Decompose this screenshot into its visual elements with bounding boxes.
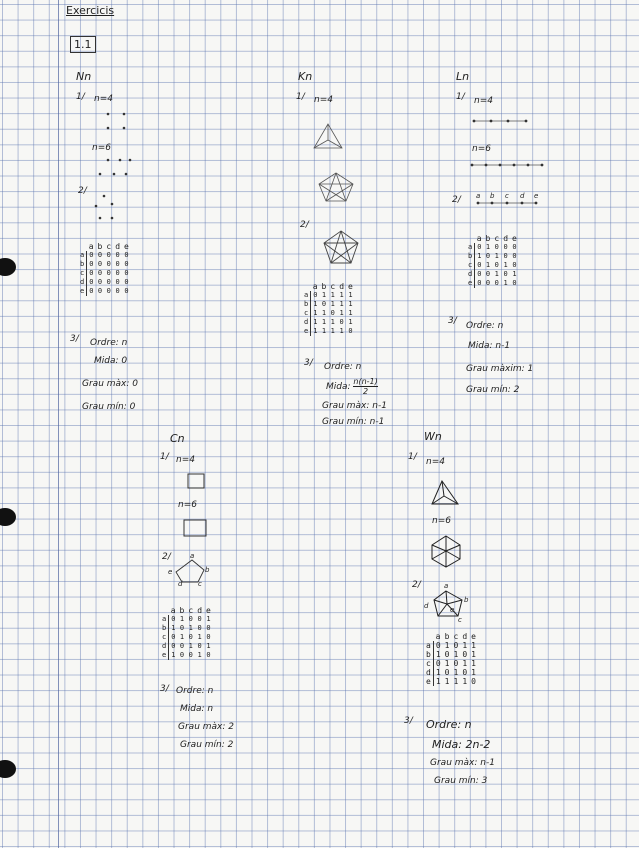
matrix-cell: 1 [339, 309, 344, 317]
ln-adjacency-matrix [466, 234, 519, 288]
matrix-cell: 0 [188, 651, 193, 659]
wn-vertex-label: e [450, 606, 455, 614]
cn-vertex-label: c [198, 580, 202, 588]
matrix-col-label: d [339, 282, 345, 291]
matrix-cell: 1 [179, 615, 185, 623]
cn-item-3: 3/ [160, 684, 169, 694]
matrix-col-label: c [494, 234, 500, 243]
matrix-cell: 1 [330, 291, 335, 299]
matrix-cell: 1 [339, 291, 344, 299]
matrix-col-label: e [206, 606, 211, 615]
matrix-cell: 0 [435, 659, 441, 668]
matrix-cell: 1 [503, 261, 508, 269]
kn-mida-denominator: 2 [363, 387, 369, 396]
matrix-cell: 0 [512, 279, 517, 287]
ln-ordre: Ordre: n [466, 321, 504, 331]
matrix-cell: 1 [188, 642, 193, 650]
matrix-cell: 1 [321, 291, 327, 299]
matrix-cell: 0 [512, 252, 517, 260]
matrix-cell: 1 [313, 300, 318, 308]
matrix-row-label: d [466, 270, 475, 279]
matrix-cell: 0 [503, 270, 508, 278]
matrix-col-label: e [348, 282, 353, 291]
matrix-row-label: a [466, 243, 475, 252]
nn-graph-n4 [104, 110, 134, 134]
matrix-cell: 0 [313, 291, 318, 299]
matrix-col-label: c [330, 282, 336, 291]
matrix-col-label: d [115, 242, 121, 251]
matrix-col-label: c [188, 606, 194, 615]
binder-hole [0, 508, 16, 526]
nn-label-n4: n=4 [94, 94, 113, 104]
kn-mida-fraction [353, 377, 377, 396]
cn-mida: Mida: n [180, 704, 214, 714]
ln-chain-label: b [490, 192, 495, 200]
nn-adjacency-matrix [78, 242, 131, 296]
matrix-cell: 0 [435, 641, 441, 650]
cn-vertex-label: a [190, 552, 195, 560]
wn-grau-max: Grau màx: n-1 [430, 758, 495, 768]
matrix-cell: 1 [494, 270, 499, 278]
ln-item-2: 2/ [452, 195, 461, 205]
section-title-kn: Kn [298, 70, 313, 83]
matrix-cell: 0 [106, 251, 111, 259]
kn-item-3: 3/ [304, 358, 313, 368]
matrix-cell: 1 [471, 668, 476, 677]
matrix-cell: 1 [188, 624, 193, 632]
wn-label-n4: n=4 [426, 457, 445, 467]
matrix-cell: 1 [471, 659, 476, 668]
matrix-col-label: b [444, 632, 450, 641]
matrix-col-label: a [170, 606, 176, 615]
matrix-col-label: a [435, 632, 441, 641]
section-title-wn: Wn [424, 430, 442, 443]
matrix-cell: 0 [106, 278, 111, 286]
cn-label-n4: n=4 [176, 455, 195, 465]
nn-graph-n6 [96, 156, 136, 178]
matrix-cell: 0 [171, 615, 176, 623]
matrix-cell: 0 [179, 642, 185, 650]
matrix-cell: 1 [453, 677, 459, 686]
ln-graph-n4 [470, 116, 532, 126]
cn-label-n6: n=6 [178, 500, 197, 510]
wn-mida: Mida: 2n-2 [432, 738, 491, 751]
matrix-row-label: e [302, 327, 311, 336]
cn-item-1: 1/ [160, 452, 169, 462]
matrix-cell: 1 [313, 309, 318, 317]
matrix-cell: 0 [106, 269, 111, 277]
wn-graph-w6 [428, 533, 464, 571]
cn-graph-n4 [184, 470, 208, 492]
matrix-cell: 1 [435, 668, 441, 677]
nn-item-2: 2/ [78, 186, 87, 196]
matrix-col-label: b [97, 242, 103, 251]
nn-mida: Mida: 0 [94, 356, 128, 366]
cn-vertex-label: e [168, 568, 173, 576]
binder-hole [0, 258, 16, 276]
kn-graph-k5 [316, 170, 356, 204]
matrix-row-label: b [424, 650, 433, 659]
matrix-cell: 1 [444, 677, 450, 686]
wn-graph-labeled [430, 588, 468, 622]
wn-vertex-label: b [464, 596, 469, 604]
matrix-row-label: b [78, 260, 87, 269]
ln-chain-label: a [476, 192, 481, 200]
wn-item-1: 1/ [408, 452, 417, 462]
matrix-cell: 1 [503, 279, 508, 287]
matrix-row-label: a [424, 641, 433, 650]
matrix-cell: 0 [321, 300, 327, 308]
matrix-cell: 1 [330, 300, 335, 308]
kn-graph-labeled [320, 228, 362, 268]
kn-mida-label: Mida: [326, 382, 351, 392]
nn-graph-labeled [92, 192, 122, 222]
matrix-cell: 0 [485, 252, 491, 260]
cn-graph-n6 [180, 516, 210, 540]
matrix-cell: 0 [485, 279, 491, 287]
cn-grau-min: Grau mín: 2 [180, 740, 234, 750]
page-title: Exercicis [66, 4, 115, 17]
matrix-cell: 0 [106, 287, 111, 295]
matrix-cell: 1 [206, 615, 211, 623]
wn-vertex-label: a [444, 582, 449, 590]
matrix-cell: 0 [89, 260, 94, 268]
matrix-cell: 0 [124, 260, 129, 268]
margin-line [58, 0, 59, 848]
matrix-cell: 0 [512, 261, 517, 269]
matrix-cell: 1 [330, 318, 335, 326]
kn-mida [326, 377, 378, 396]
matrix-cell: 0 [444, 650, 450, 659]
kn-ordre: Ordre: n [324, 362, 362, 372]
matrix-cell: 1 [339, 327, 344, 335]
matrix-row-label: e [424, 677, 433, 686]
ln-chain-label: d [520, 192, 525, 200]
matrix-row-label: c [160, 633, 169, 642]
matrix-cell: 1 [453, 668, 459, 677]
matrix-cell: 0 [197, 615, 202, 623]
matrix-cell: 0 [453, 641, 459, 650]
matrix-col-label: b [179, 606, 185, 615]
matrix-cell: 1 [444, 641, 450, 650]
matrix-cell: 0 [97, 269, 103, 277]
matrix-col-label: c [106, 242, 112, 251]
matrix-cell: 0 [89, 278, 94, 286]
matrix-row-label: d [160, 642, 169, 651]
matrix-col-label: e [512, 234, 517, 243]
matrix-cell: 1 [444, 659, 450, 668]
matrix-row-label: b [160, 624, 169, 633]
matrix-cell: 0 [471, 677, 476, 686]
ln-graph-n6 [468, 160, 548, 170]
exercise-number: 1.1 [70, 36, 96, 53]
kn-label-n4: n=4 [314, 95, 333, 105]
ln-chain-label: c [505, 192, 509, 200]
matrix-cell: 0 [206, 633, 211, 641]
nn-item-3: 3/ [70, 334, 79, 344]
cn-vertex-label: d [178, 580, 183, 588]
wn-item-2: 2/ [412, 580, 421, 590]
matrix-col-label: c [453, 632, 459, 641]
nn-label-n6: n=6 [92, 143, 111, 153]
matrix-cell: 0 [115, 251, 120, 259]
matrix-cell: 1 [348, 291, 353, 299]
matrix-cell: 0 [494, 243, 499, 251]
matrix-cell: 0 [124, 269, 129, 277]
matrix-cell: 0 [197, 624, 202, 632]
matrix-cell: 1 [179, 633, 185, 641]
matrix-cell: 0 [115, 287, 120, 295]
matrix-cell: 1 [471, 650, 476, 659]
matrix-cell: 0 [462, 668, 468, 677]
matrix-cell: 0 [477, 261, 482, 269]
matrix-row-label: c [424, 659, 433, 668]
matrix-cell: 1 [485, 261, 491, 269]
matrix-cell: 0 [171, 642, 176, 650]
matrix-row-label: a [160, 615, 169, 624]
ln-grau-min: Grau mín: 2 [466, 385, 520, 395]
matrix-cell: 1 [330, 327, 335, 335]
matrix-cell: 0 [179, 624, 185, 632]
matrix-cell: 1 [321, 318, 327, 326]
matrix-col-label: d [462, 632, 468, 641]
matrix-cell: 0 [503, 252, 508, 260]
matrix-col-label: d [197, 606, 203, 615]
matrix-cell: 0 [453, 659, 459, 668]
matrix-cell: 0 [339, 318, 344, 326]
matrix-cell: 0 [444, 668, 450, 677]
cn-grau-max: Grau màx: 2 [178, 722, 234, 732]
matrix-cell: 0 [115, 278, 120, 286]
matrix-cell: 1 [453, 650, 459, 659]
kn-mida-numerator: n(n-1) [353, 377, 378, 386]
cn-vertex-label: b [205, 566, 210, 574]
matrix-cell: 0 [188, 633, 193, 641]
cn-graph-labeled [170, 556, 210, 588]
matrix-cell: 0 [106, 260, 111, 268]
binder-hole [0, 760, 16, 778]
ln-item-3: 3/ [448, 316, 457, 326]
wn-ordre: Ordre: n [426, 718, 472, 731]
matrix-cell: 0 [477, 243, 482, 251]
matrix-cell: 1 [348, 318, 353, 326]
matrix-cell: 0 [97, 287, 103, 295]
kn-item-1: 1/ [296, 92, 305, 102]
matrix-cell: 1 [313, 318, 318, 326]
ln-item-1: 1/ [456, 92, 465, 102]
matrix-cell: 0 [206, 651, 211, 659]
matrix-cell: 0 [485, 270, 491, 278]
matrix-cell: 0 [197, 642, 202, 650]
wn-adjacency-matrix [424, 632, 478, 686]
matrix-cell: 0 [124, 251, 129, 259]
matrix-cell: 0 [494, 279, 499, 287]
matrix-cell: 0 [348, 327, 353, 335]
matrix-cell: 0 [89, 287, 94, 295]
kn-grau-max: Grau màx: n-1 [322, 401, 387, 411]
matrix-cell: 1 [462, 641, 468, 650]
matrix-cell: 1 [321, 327, 327, 335]
nn-grau-min: Grau mín: 0 [82, 402, 136, 412]
cn-item-2: 2/ [162, 552, 171, 562]
matrix-cell: 0 [97, 251, 103, 259]
matrix-row-label: a [302, 291, 311, 300]
matrix-cell: 1 [477, 252, 482, 260]
nn-ordre: Ordre: n [90, 338, 128, 348]
matrix-cell: 1 [435, 650, 441, 659]
matrix-row-label: b [466, 252, 475, 261]
matrix-cell: 0 [171, 633, 176, 641]
matrix-cell: 1 [348, 309, 353, 317]
matrix-cell: 0 [330, 309, 335, 317]
matrix-cell: 0 [494, 261, 499, 269]
matrix-cell: 0 [462, 650, 468, 659]
ln-grau-max: Grau màxim: 1 [466, 364, 534, 374]
ln-label-n6: n=6 [472, 144, 491, 154]
matrix-row-label: e [78, 287, 87, 296]
matrix-cell: 0 [89, 251, 94, 259]
matrix-row-label: b [302, 300, 311, 309]
matrix-col-label: a [312, 282, 318, 291]
matrix-cell: 0 [97, 278, 103, 286]
matrix-cell: 1 [435, 677, 441, 686]
kn-item-2: 2/ [300, 220, 309, 230]
matrix-cell: 0 [188, 615, 193, 623]
matrix-cell: 1 [494, 252, 499, 260]
nn-grau-max: Grau màx: 0 [82, 379, 138, 389]
matrix-row-label: d [302, 318, 311, 327]
matrix-col-label: e [124, 242, 129, 251]
matrix-col-label: a [476, 234, 482, 243]
matrix-cell: 0 [477, 270, 482, 278]
matrix-cell: 0 [179, 651, 185, 659]
matrix-col-label: b [321, 282, 327, 291]
matrix-row-label: d [78, 278, 87, 287]
matrix-cell: 0 [89, 269, 94, 277]
wn-vertex-label: d [424, 602, 429, 610]
matrix-cell: 1 [462, 677, 468, 686]
matrix-cell: 1 [485, 243, 491, 251]
matrix-cell: 0 [477, 279, 482, 287]
matrix-cell: 1 [197, 651, 202, 659]
matrix-cell: 1 [321, 309, 327, 317]
kn-grau-min: Grau mín: n-1 [322, 417, 385, 427]
wn-label-n6: n=6 [432, 516, 451, 526]
matrix-row-label: e [160, 651, 169, 660]
matrix-col-label: a [88, 242, 94, 251]
matrix-cell: 0 [206, 624, 211, 632]
wn-graph-w4 [428, 478, 462, 508]
matrix-cell: 0 [512, 243, 517, 251]
matrix-col-label: e [471, 632, 476, 641]
matrix-cell: 1 [471, 641, 476, 650]
ln-label-n4: n=4 [474, 96, 493, 106]
matrix-cell: 0 [115, 260, 120, 268]
matrix-cell: 1 [197, 633, 202, 641]
matrix-cell: 1 [206, 642, 211, 650]
matrix-cell: 1 [512, 270, 517, 278]
matrix-cell: 1 [313, 327, 318, 335]
matrix-cell: 0 [97, 260, 103, 268]
matrix-cell: 0 [115, 269, 120, 277]
matrix-cell: 0 [124, 278, 129, 286]
matrix-row-label: c [466, 261, 475, 270]
kn-graph-k4 [310, 120, 346, 162]
matrix-row-label: a [78, 251, 87, 260]
matrix-cell: 1 [339, 300, 344, 308]
matrix-row-label: c [302, 309, 311, 318]
matrix-col-label: b [485, 234, 491, 243]
matrix-row-label: c [78, 269, 87, 278]
matrix-row-label: e [466, 279, 475, 288]
cn-ordre: Ordre: n [176, 686, 214, 696]
kn-adjacency-matrix [302, 282, 355, 336]
section-title-cn: Cn [170, 432, 185, 445]
wn-item-3: 3/ [404, 716, 413, 726]
matrix-cell: 1 [171, 651, 176, 659]
ln-chain-label: e [534, 192, 539, 200]
matrix-cell: 1 [348, 300, 353, 308]
nn-item-1: 1/ [76, 92, 85, 102]
matrix-col-label: d [503, 234, 509, 243]
matrix-cell: 1 [462, 659, 468, 668]
cn-adjacency-matrix [160, 606, 213, 660]
matrix-cell: 0 [503, 243, 508, 251]
wn-grau-min: Grau mín: 3 [434, 776, 488, 786]
ln-mida: Mida: n-1 [468, 341, 511, 351]
matrix-cell: 0 [124, 287, 129, 295]
section-title-ln: Ln [456, 70, 470, 83]
matrix-cell: 1 [171, 624, 176, 632]
section-title-nn: Nn [76, 70, 92, 83]
wn-vertex-label: c [458, 616, 462, 624]
matrix-row-label: d [424, 668, 433, 677]
